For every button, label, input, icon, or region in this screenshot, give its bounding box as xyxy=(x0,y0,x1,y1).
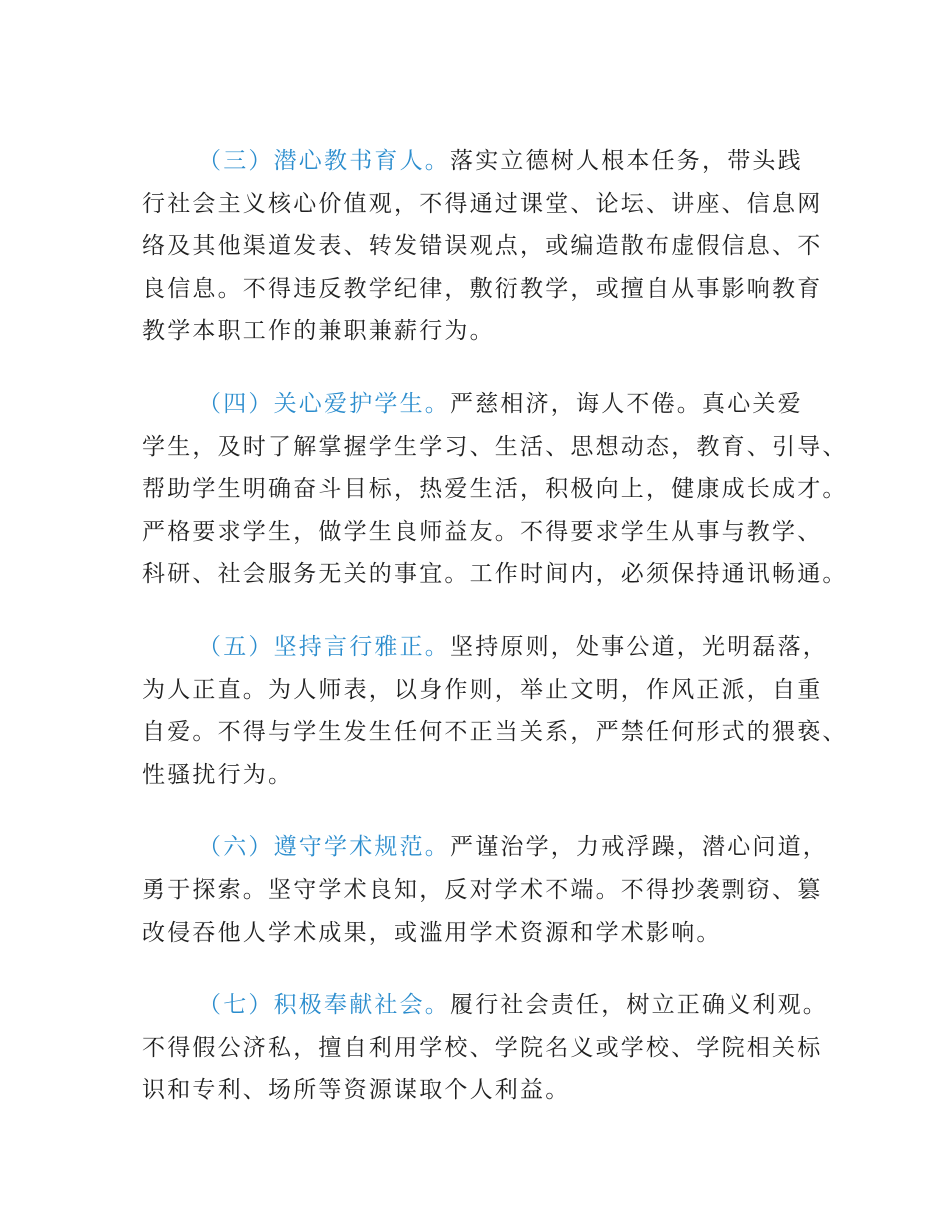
paragraph-3 xyxy=(142,140,832,353)
paragraph-5 xyxy=(142,626,848,796)
body-text: 不得假公济私，擅自利用学校、学院名义或学校、学院相关标 xyxy=(142,1034,823,1061)
section-heading: （五）坚持言行雅正。 xyxy=(198,633,450,660)
section-heading: （四）关心爱护学生。 xyxy=(198,390,450,417)
body-text: 严慈相济，诲人不倦。真心关爱 xyxy=(450,390,803,417)
body-text: 行社会主义核心价值观，不得通过课堂、论坛、讲座、信息网 xyxy=(142,190,823,217)
body-text: 良信息。不得违反教学纪律，敷衍教学，或擅自从事影响教育 xyxy=(142,275,823,302)
paragraph-first-line xyxy=(142,826,832,869)
paragraph-first-line xyxy=(142,140,832,183)
section-heading: （六）遵守学术规范。 xyxy=(198,834,450,861)
document-body xyxy=(142,140,848,1142)
body-text: 识和专利、场所等资源谋取个人利益。 xyxy=(142,1077,571,1104)
section-heading: （七）积极奉献社会。 xyxy=(198,992,450,1019)
body-text: 为人正直。为人师表，以身作则，举止文明，作风正派，自重 xyxy=(142,676,823,703)
paragraph-6 xyxy=(142,826,832,954)
body-text: 自爱。不得与学生发生任何不正当关系，严禁任何形式的猥亵、 xyxy=(142,719,848,746)
body-text: 络及其他渠道发表、转发错误观点，或编造散布虚假信息、不 xyxy=(142,233,823,260)
paragraph-7 xyxy=(142,984,832,1112)
paragraph-first-line xyxy=(142,626,832,669)
body-text: 学生，及时了解掌握学生学习、生活、思想动态，教育、引导、 xyxy=(142,433,848,460)
body-text: 坚持原则，处事公道，光明磊落， xyxy=(450,633,828,660)
paragraph-4 xyxy=(142,383,848,596)
body-text: 严格要求学生，做学生良师益友。不得要求学生从事与教学、 xyxy=(142,518,823,545)
body-text: 帮助学生明确奋斗目标，热爱生活，积极向上，健康成长成才。 xyxy=(142,476,848,503)
body-text: 勇于探索。坚守学术良知，反对学术不端。不得抄袭剽窃、篡 xyxy=(142,876,823,903)
body-text: 改侵吞他人学术成果，或滥用学术资源和学术影响。 xyxy=(142,919,722,946)
section-heading: （三）潜心教书育人。 xyxy=(198,148,450,174)
body-text: 履行社会责任，树立正确义利观。 xyxy=(450,992,828,1019)
body-text: 科研、社会服务无关的事宜。工作时间内，必须保持通讯畅通。 xyxy=(142,561,848,588)
paragraph-first-line xyxy=(142,383,832,426)
body-text: 落实立德树人根本任务，带头践 xyxy=(450,148,803,174)
body-text: 严谨治学，力戒浮躁，潜心问道， xyxy=(450,834,828,861)
body-text: 性骚扰行为。 xyxy=(142,761,294,788)
paragraph-first-line xyxy=(142,984,832,1027)
body-text: 教学本职工作的兼职兼薪行为。 xyxy=(142,318,495,345)
